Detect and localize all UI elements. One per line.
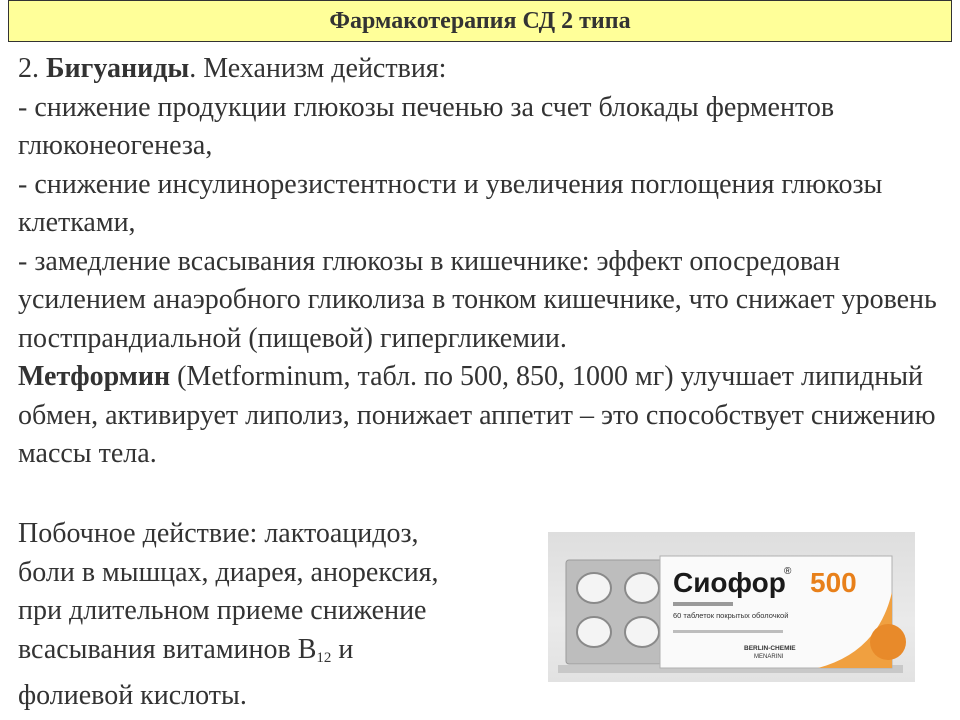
- box-small-print: [673, 602, 733, 606]
- biguanides-term: Бигуаниды: [46, 53, 190, 84]
- mechanism-3: - замедление всасывания глюкозы в кишечнике: эффект опосредован усилением анаэробного гликолиза в тонком кишечнике, что снижает уровень постпрандиальной (пищевой) гипергликемии.: [18, 245, 937, 354]
- vitamin-subscript: 12: [316, 649, 332, 666]
- intro-rest: . Механизм действия:: [189, 53, 447, 84]
- side-effects-line-2: боли в мышцах, диарея, анорексия,: [18, 556, 439, 588]
- siofor-product-photo: [548, 532, 915, 682]
- tablet-icon: [577, 573, 611, 603]
- slide-title: Фармакотерапия СД 2 типа: [329, 7, 631, 34]
- intro-number: 2.: [18, 53, 46, 84]
- box-orange-circle: [870, 624, 906, 660]
- box-small-print: [673, 630, 783, 633]
- tablet-icon: [625, 617, 659, 647]
- side-effects-text: [18, 515, 538, 716]
- product-box-illustration: [548, 532, 915, 682]
- registered-mark: ®: [784, 566, 792, 577]
- maker-group: MENARINI: [754, 654, 784, 660]
- side-effects-line-4: [18, 631, 538, 678]
- side-effects-line-5: фолиевой кислоты.: [18, 680, 247, 711]
- tablet-icon: [625, 573, 659, 603]
- vitamin-text: всасывания витаминов B: [18, 633, 317, 665]
- maker-name: BERLIN-CHEMIE: [744, 645, 796, 652]
- metformin-paragraph: [18, 358, 938, 474]
- metformin-term: Метформин: [18, 361, 171, 392]
- brand-name: Сиофор: [673, 567, 786, 598]
- slide-title-bar: [8, 0, 952, 42]
- intro-line: [18, 50, 938, 89]
- mechanism-1: - снижение продукции глюкозы печенью за счет блокады ферментов глюконеогенеза,: [18, 91, 835, 161]
- main-text: [18, 50, 938, 474]
- side-effects-line-3: при длительном приеме снижение: [18, 595, 427, 626]
- side-effects-line-1: Побочное действие: лактоацидоз,: [18, 518, 419, 549]
- brand-dose: 500: [810, 567, 857, 598]
- metformin-description: (Metforminum, табл. по 500, 850, 1000 мг) улучшает липидный обмен, активирует липолиз, понижает аппетит – это способствует снижению массы тела.: [18, 361, 936, 469]
- vitamin-text-end: и: [331, 633, 354, 665]
- box-subtitle: 60 таблеток покрытых оболочкой: [673, 611, 789, 620]
- mechanism-2: - снижение инсулинорезистентности и увеличения поглощения глюкозы клетками,: [18, 168, 883, 238]
- tablet-icon: [577, 617, 611, 647]
